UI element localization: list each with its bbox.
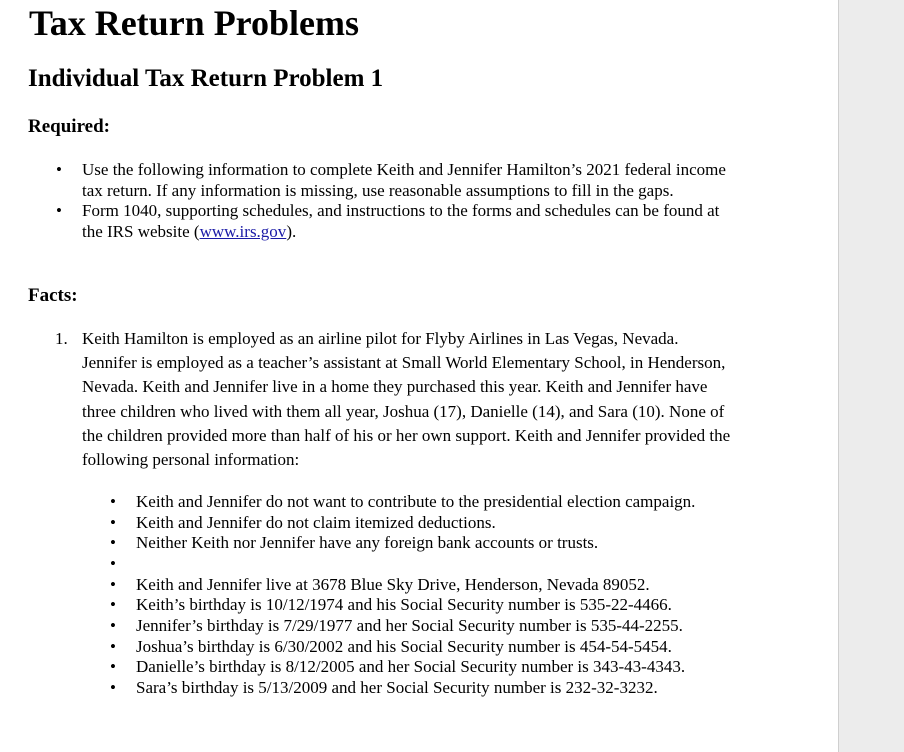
- personal-item-text: Keith and Jennifer live at 3678 Blue Sky Drive, Henderson, Nevada 89052.: [136, 574, 650, 594]
- required-item-text: Use the following information to complete Keith and Jennifer Hamilton’s 2021 federal income tax return. If any information is missing, use reasonable assumptions to fill in the gaps.: [82, 160, 726, 200]
- list-item: [0, 201, 732, 242]
- bullet-icon: •: [110, 533, 116, 553]
- list-item: [0, 492, 760, 513]
- bullet-icon: •: [110, 574, 116, 594]
- list-item: [0, 533, 760, 554]
- fact-number: 1.: [55, 329, 68, 348]
- bullet-icon: •: [110, 616, 116, 636]
- personal-item-text: Joshua’s birthday is 6/30/2002 and his Social Security number is 454-54-5454.: [136, 636, 672, 656]
- personal-item-text: Keith and Jennifer do not claim itemized deductions.: [136, 512, 496, 532]
- personal-item-text: Keith’s birthday is 10/12/1974 and his Social Security number is 535-22-4466.: [136, 595, 672, 615]
- list-item: [0, 616, 760, 637]
- fact-text: Keith Hamilton is employed as an airline pilot for Flyby Airlines in Las Vegas, Nevada. Jennifer is employed as a teacher’s assistant at Small World Elementary School, in Henderson, Nevada. Keith and Jennifer live in a home they purchased this year. Keith and Jennifer have three children who lived with them all year, Joshua (17), Danielle (14), and Sara (10). None of the children provided more than half of his or her own support. Keith and Jennifer provided the following personal information:: [82, 329, 731, 470]
- bullet-icon: •: [110, 595, 116, 615]
- required-item-text: Form 1040, supporting schedules, and instructions to the forms and schedules can be found at the IRS website (: [82, 201, 720, 241]
- personal-info-list: [0, 492, 760, 699]
- bullet-icon: •: [110, 657, 116, 677]
- personal-item-text: Sara’s birthday is 5/13/2009 and her Social Security number is 232-32-3232.: [136, 678, 658, 698]
- bullet-icon: •: [110, 492, 116, 511]
- workspace-background: [839, 0, 904, 752]
- list-item: [0, 595, 760, 616]
- personal-item-text: Jennifer’s birthday is 7/29/1977 and her Social Security number is 535-44-2255.: [136, 616, 683, 636]
- personal-item-text: Keith and Jennifer do not want to contribute to the presidential election campaign.: [136, 492, 696, 511]
- bullet-icon: •: [110, 678, 116, 698]
- irs-website-link[interactable]: www.irs.gov: [199, 221, 287, 241]
- bullet-icon: •: [110, 554, 116, 574]
- required-list: [0, 160, 760, 242]
- list-item: [0, 575, 760, 596]
- list-item: [0, 637, 760, 658]
- bullet-icon: •: [56, 201, 62, 220]
- bullet-icon: •: [110, 636, 116, 656]
- list-item: [0, 554, 760, 575]
- fact-item: [0, 327, 760, 472]
- list-item: [0, 657, 760, 678]
- bullet-icon: •: [110, 512, 116, 532]
- list-item: [0, 678, 760, 699]
- problem-heading: Individual Tax Return Problem 1: [28, 65, 384, 92]
- link-suffix: ).: [286, 221, 297, 241]
- document-title: Tax Return Problems: [29, 3, 360, 43]
- personal-item-text: Neither Keith nor Jennifer have any foreign bank accounts or trusts.: [136, 533, 599, 553]
- list-item: [0, 160, 732, 201]
- list-item: [0, 513, 760, 534]
- bullet-icon: •: [56, 160, 62, 179]
- required-label: Required:: [28, 116, 110, 137]
- personal-item-text: Danielle’s birthday is 8/12/2005 and her Social Security number is 343-43-4343.: [136, 657, 686, 677]
- facts-label: Facts:: [28, 285, 78, 306]
